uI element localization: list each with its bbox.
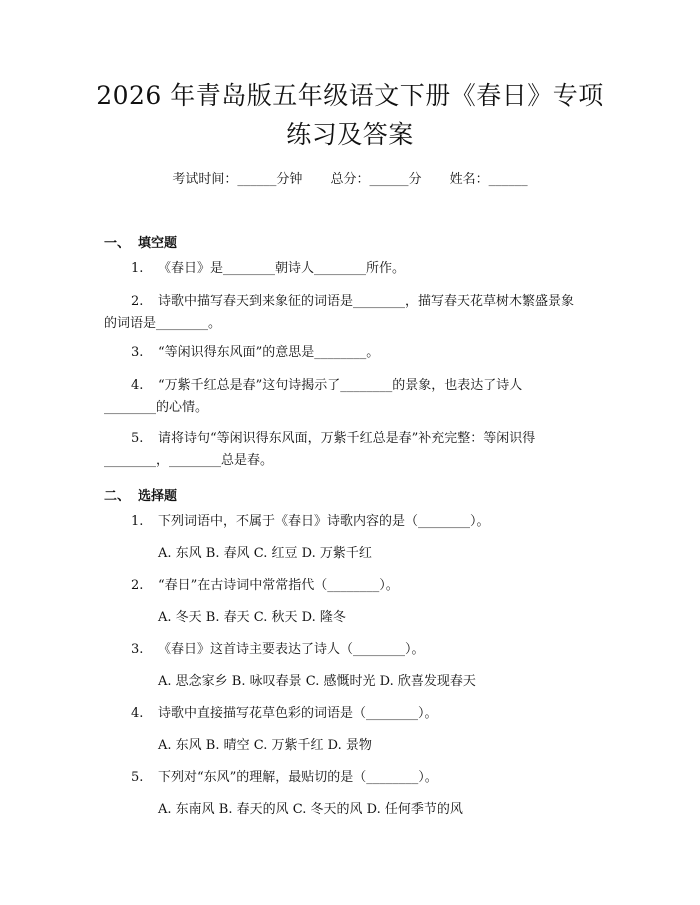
question-text: 《春日》这首诗主要表达了诗人（________）。 [158, 642, 425, 657]
question-number: 2. [131, 294, 144, 309]
question-text-continued: ________，________总是春。 [104, 453, 274, 468]
section-number: 一、 [104, 236, 131, 251]
exam-name: 姓名：______ [449, 172, 528, 187]
choice-options: A. 东南风 B. 春天的风 C. 冬天的风 D. 任何季节的风 [158, 802, 463, 817]
question-text: “等闲识得东风面”的意思是________。 [158, 345, 380, 360]
title-line-2: 练习及答案 [286, 120, 414, 149]
question-text: 下列对“东风”的理解，最贴切的是（________）。 [158, 770, 438, 785]
exam-total-score: 总分：______分 [330, 172, 422, 187]
question-number: 4. [131, 706, 144, 721]
question-text-continued: ________的心情。 [104, 400, 209, 415]
section-heading-choice [104, 485, 177, 504]
question-number: 3. [131, 642, 144, 657]
choice-question [104, 703, 614, 725]
question-text: 诗歌中描写春天到来象征的词语是________，描写春天花草树木繁盛景象 [158, 294, 575, 309]
question-text: 请将诗句“等闲识得东风面，万紫千红总是春”补充完整：等闲识得 [158, 431, 536, 446]
choice-options: A. 思念家乡 B. 咏叹春景 C. 感慨时光 D. 欣喜发现春天 [158, 674, 476, 689]
section-label: 填空题 [138, 236, 178, 251]
question-text-continued: 的词语是________。 [104, 316, 222, 331]
question-number: 1. [131, 261, 144, 276]
choice-question [104, 639, 614, 661]
question-number: 5. [131, 770, 144, 785]
question-number: 3. [131, 345, 144, 360]
document-title [60, 78, 640, 153]
fill-question [104, 375, 614, 419]
question-text: “春日”在古诗词中常常指代（________）。 [158, 578, 399, 593]
exam-info [0, 168, 700, 187]
fill-question [104, 342, 614, 364]
question-text: 诗歌中直接描写花草色彩的词语是（________）。 [158, 706, 438, 721]
question-text: “万紫千红总是春”这句诗揭示了________的景象，也表达了诗人 [158, 378, 523, 393]
choice-options: A. 东风 B. 春风 C. 红豆 D. 万紫千红 [158, 546, 372, 561]
title-line-1: 2026 年青岛版五年级语文下册《春日》专项 [96, 81, 604, 110]
choice-question [104, 511, 614, 533]
question-text: 《春日》是________朝诗人________所作。 [158, 261, 406, 276]
fill-question [104, 258, 614, 280]
section-number: 二、 [104, 489, 131, 504]
question-number: 2. [131, 578, 144, 593]
question-number: 4. [131, 378, 144, 393]
question-number: 5. [131, 431, 144, 446]
fill-question [104, 428, 614, 472]
choice-options: A. 东风 B. 晴空 C. 万紫千红 D. 景物 [158, 738, 372, 753]
fill-question [104, 291, 614, 335]
section-label: 选择题 [138, 489, 178, 504]
question-number: 1. [131, 514, 144, 529]
choice-question [104, 767, 614, 789]
choice-question [104, 575, 614, 597]
section-heading-fill [104, 232, 177, 251]
exam-time: 考试时间：______分钟 [172, 172, 303, 187]
question-text: 下列词语中，不属于《春日》诗歌内容的是（________）。 [158, 514, 490, 529]
choice-options: A. 冬天 B. 春天 C. 秋天 D. 隆冬 [158, 610, 346, 625]
